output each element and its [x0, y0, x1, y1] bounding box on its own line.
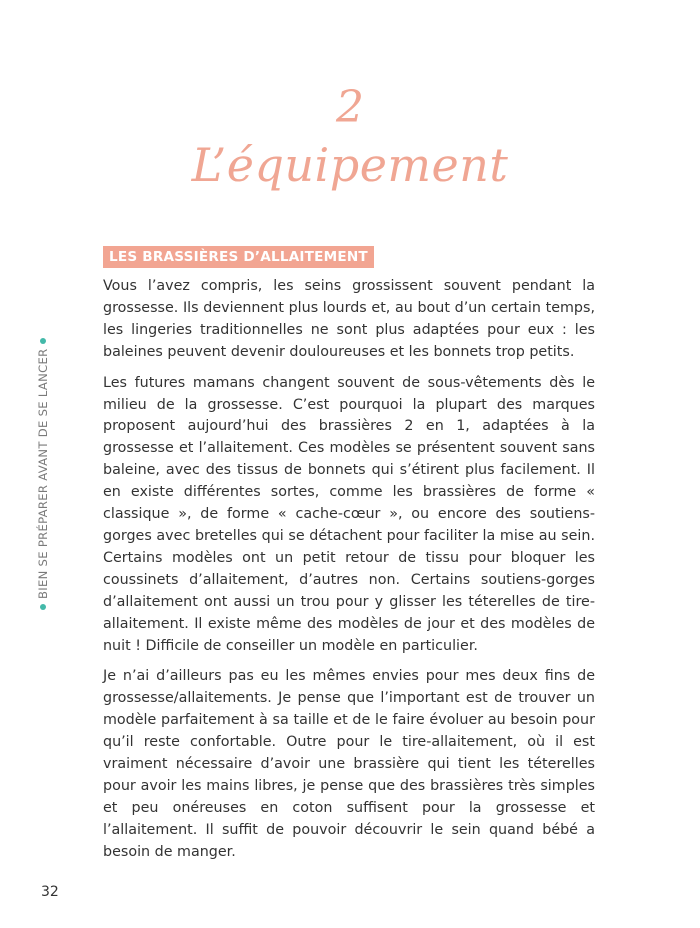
paragraph-2: Les futures mamans changent souvent de sous-vêtements dès le milieu de la grossesse. C’est pourquoi la plupart des marques proposent aujourd’hui des brassières 2 en 1, adaptées à la grossesse et l’allaitement. Ces modèles se présentent souvent sans baleine, avec des tissus de bonnets qui s’étirent plus facilement. Il en existe différentes sortes, comme les brassières de forme « classique », de forme « cache-cœur », ou encore des soutiens-gorges avec bretelles qui se détachent pour faciliter la mise au sein. Certains modèles ont un petit retour de tissu pour bloquer les coussinets d’allaitement, d’autres non. Certains soutiens-gorges d’allaitement ont aussi un trou pour y glisser les téterelles de tire-allaitement. Il existe même des modèles de jour et des modèles de nuit ! Difficile de conseiller un modèle en particulier.: [103, 374, 595, 654]
bullet-dot-icon: [40, 338, 46, 344]
page-number: 32: [41, 884, 59, 900]
body-text: [103, 276, 595, 873]
paragraph-1: Vous l’avez compris, les seins grossissent souvent pendant la grossesse. Ils deviennent plus lourds et, au bout d’un certain temps, les lingeries traditionnelles ne sont plus adaptées pour eux : les baleines peuvent devenir douloureuses et les bonnets trop petits.: [103, 278, 595, 360]
chapter-number: 2: [336, 82, 364, 133]
side-chapter-label: [36, 338, 50, 610]
bullet-dot-icon: [40, 604, 46, 610]
section-heading: LES BRASSIÈRES D’ALLAITEMENT: [103, 246, 374, 268]
chapter-title: L’équipement: [191, 138, 509, 192]
paragraph-3: Je n’ai d’ailleurs pas eu les mêmes envies pour mes deux fins de grossesse/allaitements. Je pense que l’important est de trouver un modèle parfaitement à sa taille et de le faire évoluer au besoin pour qu’il reste confortable. Outre pour le tire-allaitement, où il est vraiment nécessaire d’avoir une brassière qui tient les téterelles pour avoir les mains libres, je pense que des brassières très simples et peu onéreuses en coton suffisent pour la grossesse et l’allaitement. Il suffit de pouvoir découvrir le sein quand bébé a besoin de manger.: [103, 668, 595, 860]
side-label-text: BIEN SE PRÉPARER AVANT DE SE LANCER: [36, 348, 50, 599]
